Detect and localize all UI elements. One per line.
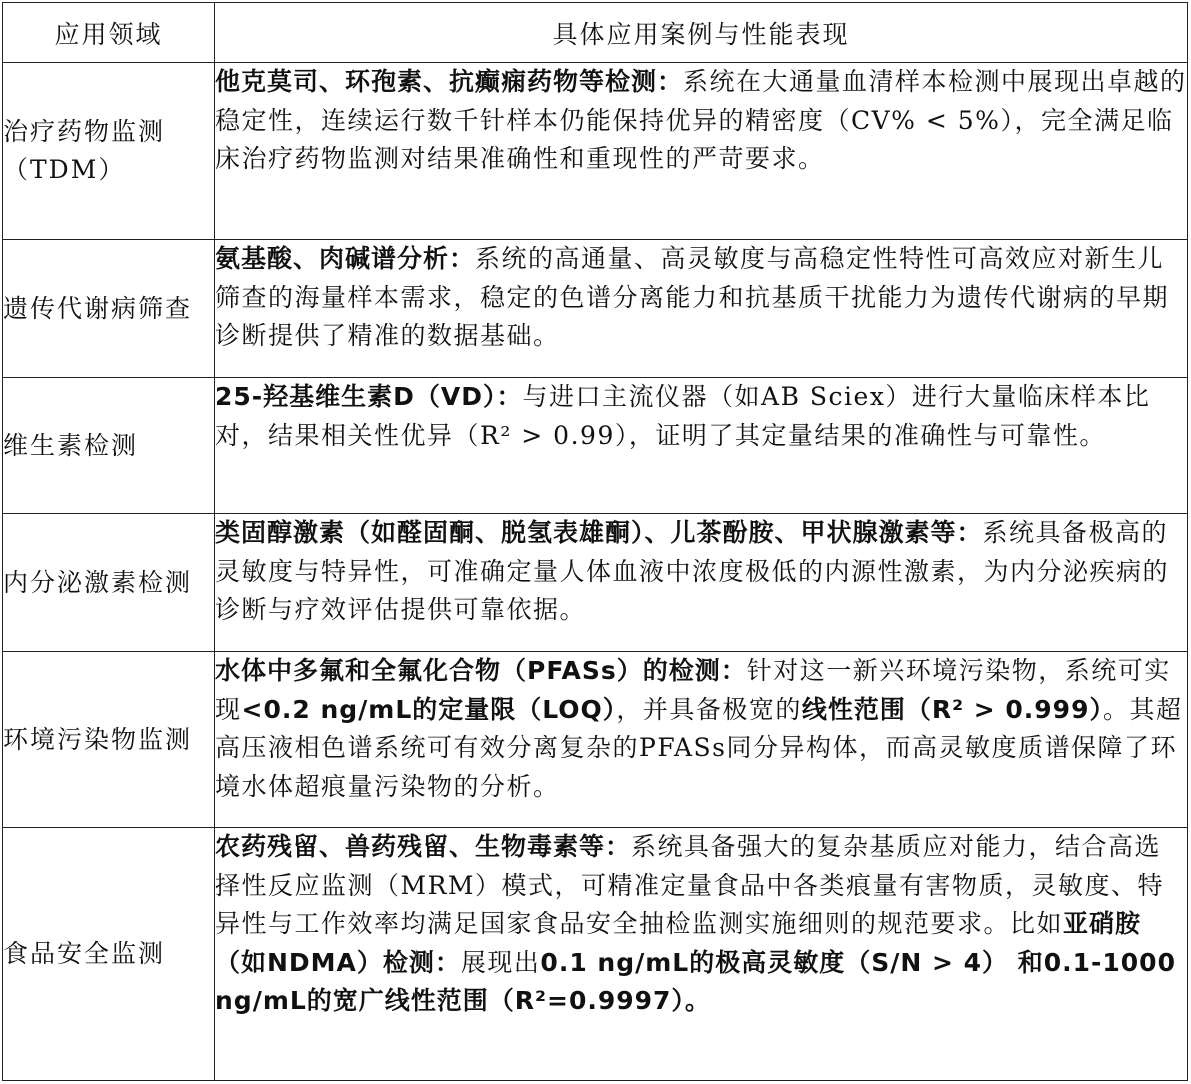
row-field: 治疗药物监测（TDM） <box>3 63 215 240</box>
row-description <box>215 514 1188 652</box>
table-row <box>3 63 1188 240</box>
table-row <box>3 828 1188 1081</box>
row-field: 环境污染物监测 <box>3 652 215 828</box>
row-field: 食品安全监测 <box>3 828 215 1081</box>
application-table <box>2 2 1188 1081</box>
row-lead: 农药残留、兽药残留、生物毒素等： <box>215 832 632 861</box>
row-field: 维生素检测 <box>3 378 215 514</box>
row-text: 展现出 <box>460 947 541 977</box>
row-text: ，并具备极宽的 <box>616 694 802 724</box>
row-text: 系统具备强大的复杂基质应对能力，结合高选择性反应监测（MRM）模式，可精准定量食品中各类痕量有害物质，灵敏度、特异性与工作效率均满足国家食品安全抽检监测实施细则的规范要求。比如 <box>215 832 1165 938</box>
table-row <box>3 240 1188 378</box>
row-description <box>215 240 1188 378</box>
row-emphasis: <0.2 ng/mL的定量限（LOQ） <box>241 694 617 724</box>
table-header-row <box>3 3 1188 63</box>
row-text: 。其超高压液相色谱系统可有效分离复杂的PFASs同分异构体，而高灵敏度质谱保障了环境水体超痕量污染物的分析。 <box>215 694 1183 801</box>
row-field: 遗传代谢病筛查 <box>3 240 215 378</box>
row-text: 与进口主流仪器（如AB Sciex）进行大量临床样本比对，结果相关性优异（R² > 0.99），证明了其定量结果的准确性与可靠性。 <box>215 382 1151 450</box>
row-text: 针对这一新兴环境污染物，系统可实现 <box>215 656 1171 724</box>
row-emphasis: 0.1 ng/mL的极高灵敏度（S/N > 4） 和0.1-1000 ng/mL的宽广线性范围（R²=0.9997）。 <box>215 947 1176 1015</box>
row-lead: 水体中多氟和全氟化合物（PFASs）的检测： <box>215 656 747 685</box>
table-row <box>3 514 1188 652</box>
row-lead: 氨基酸、肉碱谱分析： <box>215 244 476 273</box>
row-lead: 他克莫司、环孢素、抗癫痫药物等检测： <box>215 67 684 96</box>
row-text: 系统在大通量血清样本检测中展现出卓越的稳定性，连续运行数千针样本仍能保持优异的精密度（CV% < 5%），完全满足临床治疗药物监测对结果准确性和重现性的严苛要求。 <box>215 67 1187 173</box>
row-description <box>215 63 1188 240</box>
row-text: 系统的高通量、高灵敏度与高稳定性特性可高效应对新生儿筛查的海量样本需求，稳定的色谱分离能力和抗基质干扰能力为遗传代谢病的早期诊断提供了精准的数据基础。 <box>215 244 1170 350</box>
row-description <box>215 378 1188 514</box>
header-description: 具体应用案例与性能表现 <box>215 3 1188 63</box>
header-field: 应用领域 <box>3 3 215 63</box>
row-field: 内分泌激素检测 <box>3 514 215 652</box>
row-text: 系统具备极高的灵敏度与特异性，可准确定量人体血液中浓度极低的内源性激素，为内分泌疾病的诊断与疗效评估提供可靠依据。 <box>215 518 1170 624</box>
row-lead: 类固醇激素（如醛固酮、脱氢表雄酮）、儿茶酚胺、甲状腺激素等： <box>215 518 983 547</box>
row-emphasis: 线性范围（R² > 0.999） <box>801 694 1103 724</box>
row-emphasis: 亚硝胺（如NDMA）检测： <box>215 909 1142 977</box>
row-description <box>215 828 1188 1081</box>
table-row <box>3 652 1188 828</box>
row-lead: 25-羟基维生素D（VD）： <box>215 382 523 411</box>
table-row <box>3 378 1188 514</box>
row-description <box>215 652 1188 828</box>
